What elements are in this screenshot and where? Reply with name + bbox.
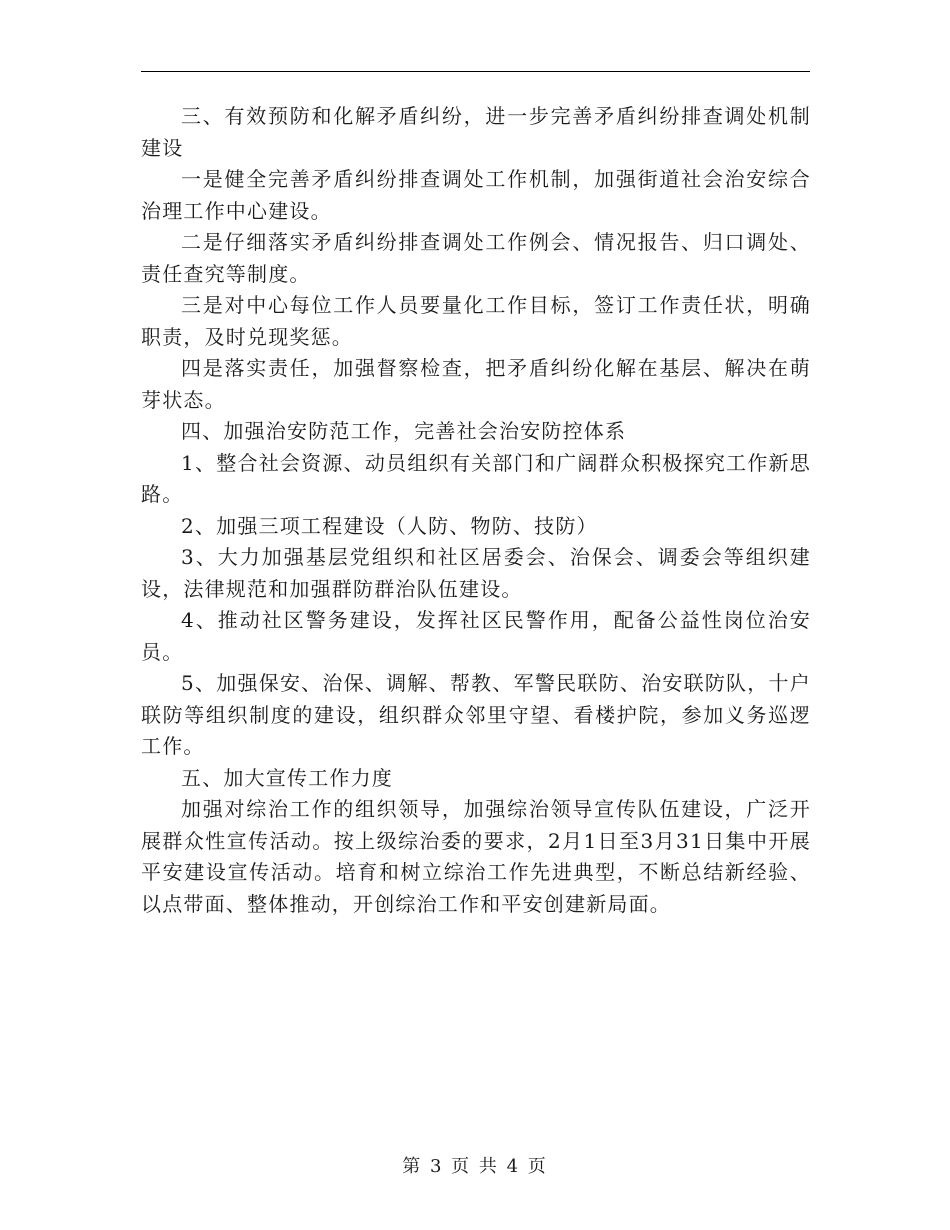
list-item: 1、整合社会资源、动员组织有关部门和广阔群众积极探究工作新思路。	[141, 450, 811, 506]
list-item: 4、推动社区警务建设，发挥社区民警作用，配备公益性岗位治安员。	[141, 608, 811, 664]
section-heading-3: 三、有效预防和化解矛盾纠纷，进一步完善矛盾纠纷排查调处机制建设	[141, 104, 811, 160]
paragraph: 三是对中心每位工作人员要量化工作目标，签订工作责任状，明确职责，及时兑现奖惩。	[141, 293, 811, 349]
page-number: 第 3 页 共 4 页	[402, 1156, 548, 1177]
paragraph: 四是落实责任，加强督察检查，把矛盾纠纷化解在基层、解决在萌芽状态。	[141, 356, 811, 412]
header-rule	[141, 71, 810, 72]
paragraph: 二是仔细落实矛盾纠纷排查调处工作例会、情况报告、归口调处、责任查究等制度。	[141, 230, 811, 286]
list-item: 2、加强三项工程建设（人防、物防、技防）	[181, 513, 598, 538]
list-item: 3、大力加强基层党组织和社区居委会、治保会、调委会等组织建设，法律规范和加强群防群治队伍建设。	[141, 545, 811, 601]
paragraph: 加强对综治工作的组织领导，加强综治领导宣传队伍建设，广泛开展群众性宣传活动。按上级综治委的要求，2月1日至3月31日集中开展平安建设宣传活动。培育和树立综治工作先进典型，不断总结新经验、以点带面、整体推动，开创综治工作和平安创建新局面。	[141, 797, 811, 916]
section-heading-4: 四、加强治安防范工作，完善社会治安防控体系	[181, 419, 627, 443]
list-item: 5、加强保安、治保、调解、帮教、军警民联防、治安联防队，十户联防等组织制度的建设，组织群众邻里守望、看楼护院，参加义务巡逻工作。	[141, 671, 811, 758]
section-heading-5: 五、加大宣传工作力度	[181, 765, 393, 790]
document-body	[141, 101, 811, 920]
paragraph: 一是健全完善矛盾纠纷排查调处工作机制，加强街道社会治安综合治理工作中心建设。	[141, 167, 811, 223]
